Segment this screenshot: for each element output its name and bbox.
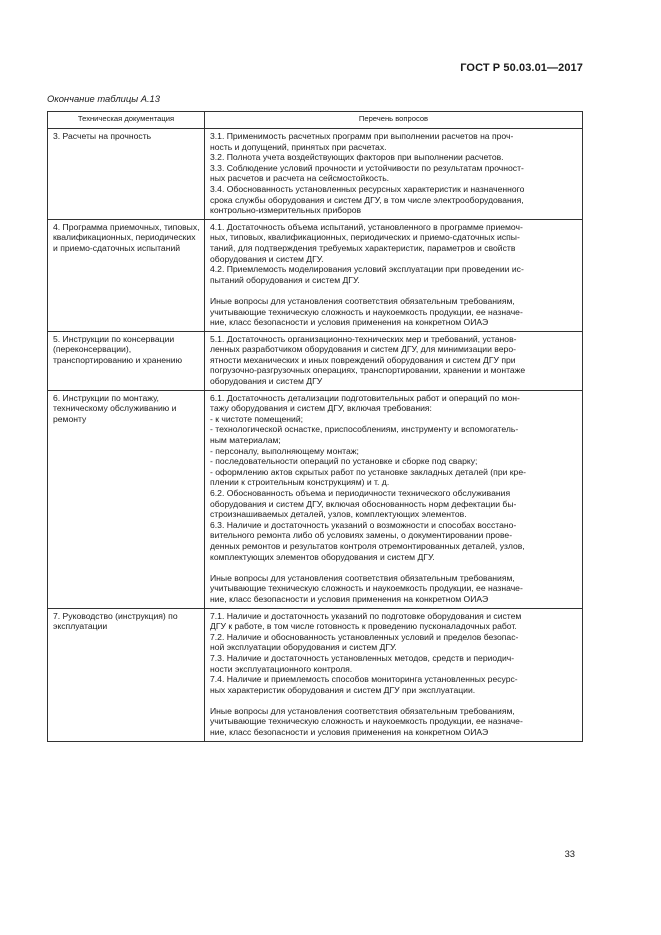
question-line: учитывающие техническую сложность и наукоемкость продукции, ее назначе- <box>210 306 523 317</box>
question-line: - оформлению актов скрытых работ по установке закладных деталей (при кре- <box>210 466 526 477</box>
documentation-cell: 4. Программа приемочных, типовых, квалификационных, периодических и приемо-сдаточных испытаний <box>48 219 205 331</box>
question-line: 3.2. Полнота учета воздействующих факторов при выполнении расчетов. <box>210 152 504 163</box>
questions-cell <box>205 608 583 741</box>
question-line: ленных разработчиком оборудования и систем ДГУ, для минимизации веро- <box>210 344 516 355</box>
question-line: ние, класс безопасности и условия применения на конкретном ОИАЭ <box>210 317 489 328</box>
page-number: 33 <box>564 848 575 859</box>
questions-cell <box>205 129 583 220</box>
question-line: Иные вопросы для установления соответствия обязательным требованиям, <box>210 295 515 306</box>
question-line: - последовательности операций по установке и сборке под сварку; <box>210 456 478 467</box>
question-line: 3.4. Обоснованность установленных ресурсных характеристик и назначенного <box>210 183 525 194</box>
question-line: 6.1. Достаточность детализации подготовительных работ и операций по мон- <box>210 392 520 403</box>
table-row <box>48 331 583 390</box>
questions-cell <box>205 331 583 390</box>
question-line: 4.2. Приемлемость моделирования условий эксплуатации при проведении ис- <box>210 264 524 275</box>
question-line: вительного ремонта либо об условиях замены, о документировании прове- <box>210 530 513 541</box>
table-row <box>48 390 583 608</box>
question-line: ных характеристик оборудования и систем ДГУ при эксплуатации. <box>210 684 476 695</box>
question-line: ность и допущений, принятых при расчетах. <box>210 141 387 152</box>
question-line: 3.3. Соблюдение условий прочности и устойчивости по результатам прочност- <box>210 162 524 173</box>
questions-cell <box>205 390 583 608</box>
question-line: ности эксплуатационного контроля. <box>210 663 353 674</box>
question-line: комплектующих элементов оборудования и систем ДГУ. <box>210 551 435 562</box>
question-line: 3.1. Применимость расчетных программ при выполнении расчетов на проч- <box>210 131 514 141</box>
question-line: ных расчетов и расчета на сейсмостойкость. <box>210 173 390 184</box>
question-line: пытаний оборудования и систем ДГУ. <box>210 274 360 285</box>
question-line: ДГУ к работе, в том числе готовность к проведению пусконаладочных работ. <box>210 621 517 632</box>
question-line: учитывающие техническую сложность и наукоемкость продукции, ее назначе- <box>210 716 523 727</box>
table-row <box>48 219 583 331</box>
requirements-table <box>47 111 583 742</box>
question-line: срока службы оборудования и систем ДГУ, в том числе электрооборудования, <box>210 194 524 205</box>
question-line: 4.1. Достаточность объема испытаний, установленного в программе приемоч- <box>210 221 523 232</box>
question-line: оборудования и систем ДГУ. <box>210 253 324 264</box>
question-line: тажу оборудования и систем ДГУ, включая требования: <box>210 403 432 414</box>
table-row <box>48 608 583 741</box>
question-line: ным материалам; <box>210 435 281 446</box>
question-line: ятности механических и иных повреждений оборудования и систем ДГУ при <box>210 354 516 365</box>
question-line: учитывающие техническую сложность и наукоемкость продукции, ее назначе- <box>210 583 523 594</box>
question-line: оборудования и систем ДГУ, включая обоснованность норм дефектации бы- <box>210 498 517 509</box>
documentation-cell: 6. Инструкции по монтажу, техническому обслуживанию и ремонту <box>48 390 205 608</box>
question-line: 7.1. Наличие и достаточность указаний по подготовке оборудования и систем <box>210 610 522 621</box>
question-line: - технологической оснастке, приспособлениям, инструменту и вспомогатель- <box>210 424 519 435</box>
questions-cell <box>205 219 583 331</box>
question-line: плении к строительным конструкциям) и т. д. <box>210 477 390 488</box>
question-line: Иные вопросы для установления соответствия обязательным требованиям, <box>210 572 515 583</box>
question-line: Иные вопросы для установления соответствия обязательным требованиям, <box>210 705 515 716</box>
question-line: погрузочно-разгрузочных операциях, транспортировании, хранении и монтаже <box>210 365 526 376</box>
question-line: - персоналу, выполняющему монтаж; <box>210 445 359 456</box>
question-line: ной эксплуатации оборудования и систем ДГУ. <box>210 642 397 653</box>
question-line: 7.3. Наличие и достаточность установленных методов, средств и периодич- <box>210 652 515 663</box>
question-line: ных, типовых, квалификационных, периодических и приемо-сдаточных испы- <box>210 232 520 243</box>
document-code: ГОСТ Р 50.03.01—2017 <box>460 62 583 74</box>
question-line: 7.2. Наличие и обоснованность установленных условий и пределов безопас- <box>210 631 519 642</box>
question-line: 7.4. Наличие и приемлемость способов мониторинга установленных ресурс- <box>210 674 518 685</box>
table-row <box>48 129 583 220</box>
question-line: таний, для подтверждения требуемых характеристик, параметров и свойств <box>210 242 516 253</box>
documentation-cell: 3. Расчеты на прочность <box>48 129 205 220</box>
question-line: 6.2. Обоснованность объема и периодичности технического обслуживания <box>210 488 511 498</box>
paragraph-gap <box>210 695 579 706</box>
question-line: контрольно-измерительных приборов <box>210 205 362 216</box>
question-line: ние, класс безопасности и условия применения на конкретном ОИАЭ <box>210 727 489 738</box>
question-line: - к чистоте помещений; <box>210 413 304 424</box>
documentation-cell: 7. Руководство (инструкция) по эксплуатации <box>48 608 205 741</box>
paragraph-gap <box>210 562 579 573</box>
table-header-row <box>48 112 583 129</box>
question-line: 6.3. Наличие и достаточность указаний о возможности и способах восстано- <box>210 519 517 530</box>
documentation-cell: 5. Инструкции по консервации (переконсервации), транспортированию и хранению <box>48 331 205 390</box>
question-line: 5.1. Достаточность организационно-технических мер и требований, установ- <box>210 333 517 344</box>
table-caption: Окончание таблицы А.13 <box>47 93 160 104</box>
question-line: денных ремонтов и результатов контроля отремонтированных деталей, узлов, <box>210 540 525 551</box>
question-line: оборудования и систем ДГУ <box>210 376 323 387</box>
paragraph-gap <box>210 285 579 296</box>
question-line: строизнашиваемых деталей, узлов, комплектующих элементов. <box>210 509 467 520</box>
column-header-questions: Перечень вопросов <box>205 112 583 129</box>
column-header-documentation: Техническая документация <box>48 112 205 129</box>
question-line: ние, класс безопасности и условия применения на конкретном ОИАЭ <box>210 593 489 604</box>
